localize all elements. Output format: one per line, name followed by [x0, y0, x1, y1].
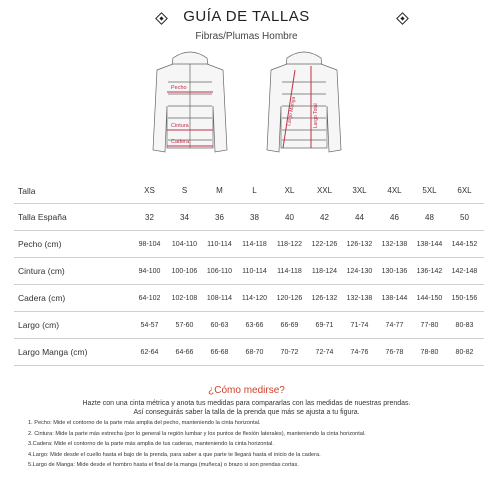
table-cell: 5XL	[422, 186, 437, 195]
table-cell: 98-104	[138, 240, 161, 248]
jacket-illustration	[135, 48, 360, 166]
table-cell: 72-74	[315, 348, 334, 356]
table-cell: 38	[250, 212, 259, 222]
table-cell: XXL	[316, 186, 333, 195]
measurement-notes	[28, 418, 478, 471]
table-cell: 74-77	[385, 321, 404, 329]
table-row	[14, 312, 484, 339]
table-cell: 42	[320, 212, 329, 222]
table-cell: S	[181, 186, 188, 195]
table-row	[14, 285, 484, 312]
table-cell: 110-114	[242, 267, 267, 275]
total-length-label: Largo Total	[313, 103, 319, 128]
table-cell: 78-80	[420, 348, 439, 356]
row-label: Pecho (cm)	[18, 239, 62, 249]
table-cell: 4XL	[387, 186, 402, 195]
table-cell: 80-82	[455, 348, 474, 356]
table-cell: 64-102	[138, 294, 161, 302]
how-to-measure-section	[0, 385, 493, 416]
table-row	[14, 258, 484, 285]
table-cell: 63-66	[245, 321, 264, 329]
row-label: Talla	[18, 185, 36, 196]
table-cell: 50	[460, 212, 469, 222]
jacket-diagram	[135, 48, 360, 166]
table-cell: 126-132	[346, 240, 373, 248]
table-cell: 120-126	[276, 294, 303, 302]
table-cell: 110-114	[207, 240, 232, 248]
table-cell: 102-108	[171, 294, 198, 302]
table-cell: 142-148	[451, 267, 478, 275]
note-item: 2. Cintura: Mide la parte más estrecha (por lo general la región lumbar y los puntos de flexión laterales), manteniendo la cinta horizontal.	[28, 430, 366, 437]
table-cell: 130-136	[381, 267, 408, 275]
table-cell: 138-144	[381, 294, 408, 302]
table-cell: 76-78	[385, 348, 404, 356]
table-cell: 36	[215, 212, 224, 222]
table-cell: 6XL	[457, 186, 472, 195]
table-cell: 94-100	[138, 267, 161, 275]
table-cell: 136-142	[416, 267, 443, 275]
table-cell: 114-120	[241, 294, 268, 302]
row-label: Largo (cm)	[18, 320, 60, 330]
table-cell: 68-70	[245, 348, 264, 356]
table-cell: 106-110	[206, 267, 233, 275]
page-subtitle: Fibras/Plumas Hombre	[195, 31, 298, 42]
note-item: 5.Largo de Manga: Mide desde el hombro hasta el final de la manga (muñeca) o brazo si son prendas cortas.	[28, 462, 299, 468]
table-cell: 40	[285, 212, 294, 222]
table-cell: 44	[355, 212, 364, 222]
table-cell: 100-106	[171, 267, 198, 275]
page-title: GUÍA DE TALLAS	[183, 8, 310, 25]
table-row	[14, 231, 484, 258]
table-cell: 69-71	[315, 321, 334, 329]
table-cell: 122-126	[311, 240, 338, 248]
table-cell: L	[252, 186, 257, 195]
table-row	[14, 178, 484, 204]
table-cell: 64-66	[175, 348, 194, 356]
table-cell: 104-110	[171, 240, 198, 248]
table-cell: 114-118	[242, 240, 267, 248]
table-cell: 48	[425, 212, 434, 222]
table-cell: 80-83	[455, 321, 474, 329]
chest-label: Pecho	[171, 85, 187, 91]
table-cell: 138-144	[416, 240, 443, 248]
table-cell: XS	[144, 186, 155, 195]
back-jacket	[267, 52, 341, 152]
hip-label: Cadera	[171, 139, 190, 145]
table-cell: 144-152	[451, 240, 478, 248]
table-cell: 54-57	[140, 321, 159, 329]
table-cell: 150-156	[451, 294, 478, 302]
row-label: Cadera (cm)	[18, 293, 66, 303]
size-table	[14, 178, 484, 366]
row-label: Talla España	[18, 212, 67, 222]
table-cell: 60-63	[210, 321, 229, 329]
row-label: Cintura (cm)	[18, 266, 65, 276]
table-cell: 118-122	[276, 240, 303, 248]
how-to-measure-intro: Así conseguirás saber la talla de la prenda que más se ajusta a tu figura.	[133, 409, 360, 416]
table-cell: 46	[390, 212, 399, 222]
table-cell: M	[216, 186, 223, 195]
table-cell: 32	[145, 212, 154, 222]
table-cell: 66-69	[280, 321, 299, 329]
table-cell: 118-124	[311, 267, 338, 275]
table-cell: 34	[180, 212, 189, 222]
note-item: 1. Pecho: Mide el contorno de la parte más amplia del pecho, manteniendo la cinta horizontal.	[28, 420, 261, 426]
note-item: 3.Cadera: Mide el contorno de la parte más amplia de tus caderas, manteniendo la cinta horizontal.	[28, 441, 274, 447]
table-cell: 114-118	[277, 267, 302, 275]
how-to-measure-title: ¿Cómo medirse?	[208, 385, 285, 396]
table-cell: 62-64	[140, 348, 159, 356]
table-cell: 77-80	[420, 321, 439, 329]
table-cell: 71-74	[350, 321, 369, 329]
table-cell: 70-72	[280, 348, 299, 356]
front-jacket	[153, 52, 227, 152]
table-row	[14, 339, 484, 366]
table-cell: 132-138	[381, 240, 408, 248]
table-cell: 3XL	[352, 186, 367, 195]
row-label: Largo Manga (cm)	[18, 347, 88, 357]
table-cell: 144-150	[416, 294, 443, 302]
table-row	[14, 204, 484, 231]
how-to-measure-intro: Hazte con una cinta métrica y anota tus medidas para compararlas con las medidas de nuestras prendas.	[82, 400, 411, 407]
table-cell: 108-114	[206, 294, 233, 302]
table-cell: 66-68	[210, 348, 229, 356]
table-cell: XL	[284, 186, 295, 195]
note-item: 4.Largo: Mide desde el cuello hasta el bajo de la prenda, para saber a que parte te llegará hasta el inicio de la cadera.	[28, 451, 321, 458]
waist-label: Cintura	[171, 123, 189, 129]
sleeve-length-label: Largo Manga	[286, 96, 298, 127]
table-cell: 126-132	[311, 294, 338, 302]
table-cell: 57-60	[175, 321, 194, 329]
table-cell: 132-138	[346, 294, 373, 302]
table-cell: 124-130	[346, 267, 373, 275]
back-body	[267, 64, 341, 152]
table-cell: 74-76	[350, 348, 369, 356]
page-header	[0, 8, 493, 42]
